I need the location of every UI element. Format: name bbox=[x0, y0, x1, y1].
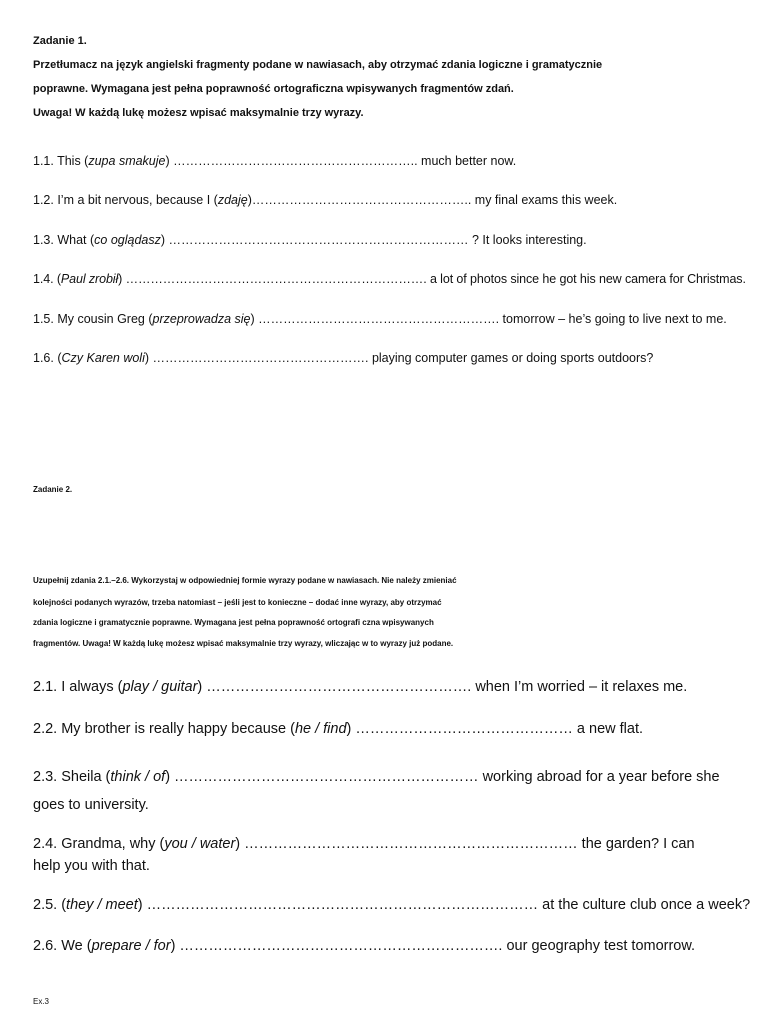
task2-item-6-hint: prepare / for bbox=[91, 938, 171, 954]
task2-item-4-hint: you / water bbox=[164, 836, 236, 852]
task2-instruction-line4: fragmentów. Uwaga! W każdą lukę możesz wpisać maksymalnie trzy wyrazy, wliczając w to wyrazy już podane. bbox=[33, 639, 454, 648]
task2-item-1-hint: play / guitar bbox=[122, 679, 198, 695]
task1-item-1: 1.1. This (zupa smakuje) ………………………………………………….. much better now. bbox=[33, 154, 517, 168]
task1-item-2: 1.2. I’m a bit nervous, because I (zdaję)…………………………………………….. my final exams this week. bbox=[33, 193, 618, 207]
task2-item-1: 2.1. I always (play / guitar) ………………………………………………. when I’m worried – it relaxes me. bbox=[33, 679, 688, 695]
task1-item-5-hint: przeprowadza się bbox=[152, 312, 251, 326]
task2-item-3: 2.3. Sheila (think / of) ……………………………………………………… working abroad for a year before she goes to university. bbox=[33, 769, 720, 813]
task1-item-4: 1.4. (Paul zrobił) ………………………………………………………………. a lot of photos since he got his new camera for Christmas. bbox=[33, 272, 746, 286]
task2-item-6: 2.6. We (prepare / for) …………………………………………………………. our geography test tomorrow. bbox=[33, 938, 696, 954]
task2-item-3-hint: think / of bbox=[110, 769, 166, 785]
task1-item-2-hint: zdaję bbox=[217, 193, 248, 207]
task2-instruction-line3: zdania logiczne i gramatycznie poprawne. Wymagana jest pełna poprawność ortografi czna wpisywanych bbox=[33, 618, 434, 627]
task1-instruction-line3: Uwaga! W każdą lukę możesz wpisać maksymalnie trzy wyrazy. bbox=[33, 107, 364, 119]
task2-title: Zadanie 2. bbox=[33, 485, 73, 494]
task1-item-6: 1.6. (Czy Karen woli) ……………………………………………. playing computer games or doing sports outdoors? bbox=[33, 351, 654, 365]
task2-instruction-line2: kolejności podanych wyrazów, trzeba natomiast – jeśli jest to konieczne – dodać inne wyrazy, aby otrzymać bbox=[33, 598, 442, 607]
task2-item-4: 2.4. Grandma, why (you / water) …………………………………………………………… the garden? I can help you with that. bbox=[33, 836, 695, 874]
task1-item-1-hint: zupa smakuje bbox=[88, 154, 166, 168]
task2-item-2-hint: he / find bbox=[294, 721, 347, 737]
task1-title: Zadanie 1. bbox=[33, 35, 87, 47]
task2-item-5-hint: they / meet bbox=[66, 897, 138, 913]
task1-item-3-hint: co oglądasz bbox=[94, 233, 161, 247]
footer-label: Ex.3 bbox=[33, 997, 50, 1006]
task1-item-4-hint: Paul zrobił bbox=[60, 272, 119, 286]
task2-item-5: 2.5. (they / meet) ……………………………………………………………………… at the culture club once a week? bbox=[33, 897, 751, 913]
task1-instruction-line1: Przetłumacz na język angielski fragmenty podane w nawiasach, aby otrzymać zdania logiczne i gramatycznie bbox=[33, 59, 603, 71]
task1-item-6-hint: Czy Karen woli bbox=[61, 351, 145, 365]
task2-item-2: 2.2. My brother is really happy because (he / find) ……………………………………… a new flat. bbox=[33, 721, 644, 737]
task1-item-5: 1.5. My cousin Greg (przeprowadza się) …………………………………………………. tomorrow – he’s going to live next to me. bbox=[33, 312, 727, 326]
task1-item-3: 1.3. What (co oglądasz) ……………………………………………………………… ? It looks interesting. bbox=[33, 233, 587, 247]
task1-instruction-line2: poprawne. Wymagana jest pełna poprawność ortograficzna wpisywanych fragmentów zdań. bbox=[33, 83, 514, 95]
task2-instruction-line1: Uzupełnij zdania 2.1.–2.6. Wykorzystaj w odpowiedniej formie wyrazy podane w nawiasach. Nie należy zmieniać bbox=[33, 576, 457, 585]
